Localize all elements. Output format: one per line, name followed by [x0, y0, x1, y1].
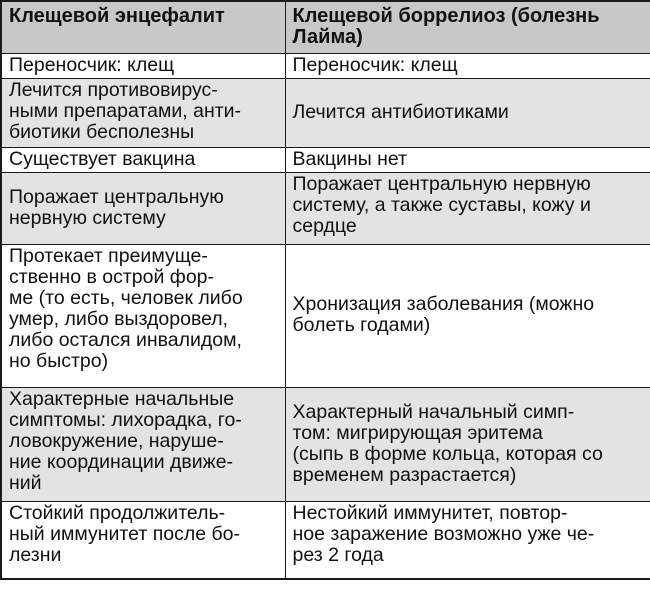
cell-encephalitis: Стойкий продолжитель- ный иммунитет после бо- лезни — [1, 501, 285, 579]
cell-borreliosis: Характерный начальный симп- том: мигрирующая эритема (сыпь в форме кольца, которая со временем разрастается) — [285, 387, 650, 501]
cell-borreliosis: Нестойкий иммунитет, повтор- ное заражение возможно уже че- рез 2 года — [285, 501, 650, 579]
table-row — [1, 387, 650, 501]
cell-encephalitis: Переносчик: клещ — [1, 53, 285, 78]
cell-borreliosis: Хронизация заболевания (можно болеть годами) — [285, 244, 650, 387]
table-row — [1, 53, 650, 78]
cell-borreliosis: Вакцины нет — [285, 147, 650, 172]
table-row — [1, 501, 650, 579]
cell-encephalitis: Протекает преимуще- ственно в острой фор- ме (то есть, человек либо умер, либо выздоровел, либо остался инвалидом, но быстро) — [1, 244, 285, 387]
table-header-row — [1, 1, 650, 53]
cell-encephalitis: Характерные начальные симптомы: лихорадка, го- ловокружение, наруше- ние координации движе- ний — [1, 387, 285, 501]
table-row — [1, 244, 650, 387]
header-tick-borne-encephalitis: Клещевой энцефалит — [1, 1, 285, 53]
cell-borreliosis: Поражает центральную нервную систему, а также суставы, кожу и сердце — [285, 172, 650, 244]
cell-encephalitis: Существует вакцина — [1, 147, 285, 172]
table-row — [1, 172, 650, 244]
cell-encephalitis: Лечится противовирус- ными препаратами, анти- биотики бесполезны — [1, 78, 285, 147]
header-lyme-borreliosis: Клещевой боррелиоз (болезнь Лайма) — [285, 1, 650, 53]
cell-borreliosis: Лечится антибиотиками — [285, 78, 650, 147]
table-row — [1, 78, 650, 147]
table-row — [1, 147, 650, 172]
cell-encephalitis: Поражает центральную нервную систему — [1, 172, 285, 244]
cell-borreliosis: Переносчик: клещ — [285, 53, 650, 78]
